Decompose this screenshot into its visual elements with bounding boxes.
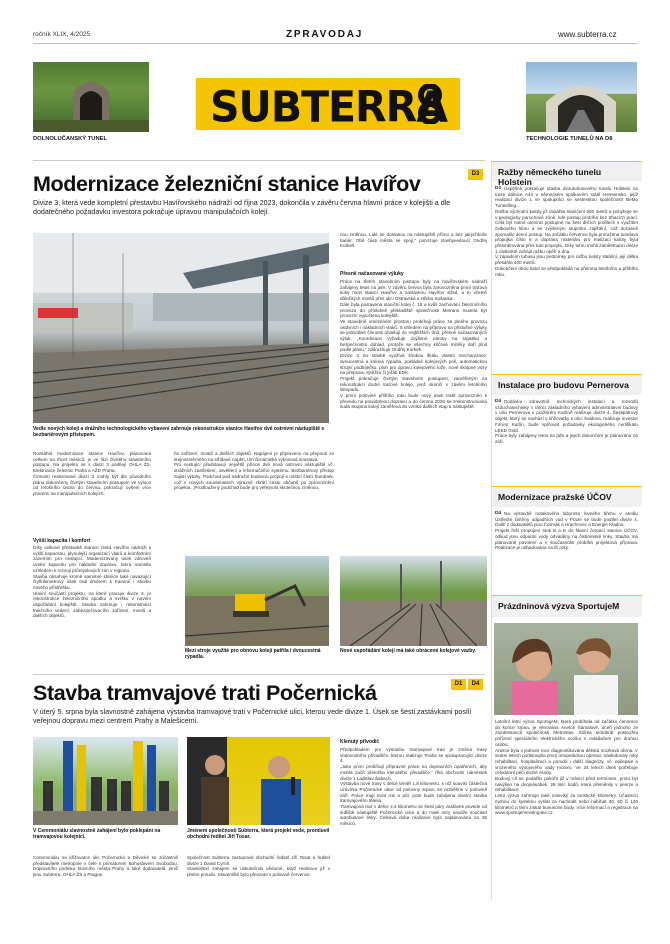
sidebar-ucov-tag: D4: [495, 511, 502, 516]
sidebar-ucov-heading: Modernizace pražské ÚČOV: [492, 486, 642, 507]
article2-col1-text: Ceremoniálu na křižovatce ulic Počernická a Děvické se zúčastnili představitelé metropole v čele s primátorem Bohuslavem Svobodou, Dopravního podniku hlavního města Prahy a také dodavatelů, jimiž jsou Subterra, OHLA ŽS a Prague.: [33, 855, 178, 878]
sidebar-divider: [491, 160, 492, 900]
tunnel-photo-left: [33, 62, 149, 132]
article2-tag-d1: D1: [451, 679, 466, 690]
article2-speaker-caption: Jménem společnosti Subterra, která projekt vede, promluvil obchodní ředitel Jiří Tosar.: [187, 828, 330, 840]
accent-line: [33, 160, 485, 161]
article1-col3-text-a: nou změnou. Lidé se dostanou na nástupiště přímo a bez jakýchkoliv bariér. Obě části města se spojí,“ potvrzuje stavbyvedoucí Ondřej Korkeš.: [340, 232, 487, 249]
section-label: ZPRAVODAJ: [286, 29, 364, 40]
article1-photo-tracks: [340, 556, 487, 646]
sidebar-holstein-tag: D1: [495, 186, 502, 191]
article1-main-photo: [33, 233, 329, 423]
sidebar-holstein-text: Úspěšně pokračuje stavba dvoutubusového tunelu Holstein na trase dálnice A44 v německém spolkovém státě Hessensko, jejíž realizaci divize 1 ve spolupráci se sesterskou společností BeMo Tunnelling. Ražba východní kaloty již dosáhla staničení 500 metrů a pohybuje se v geologicky poruchové zóně, kde postup probíhá bez trhacích prací. Celá byl nutné otevírat postupně na šest dílčích profilech s využitím čelbového klínu a se zvýšeným stupněm zajištění, což dočasně zpomalilo denní postup. Na začátku července byla proražena tunelová propojka číslo 8 a doprava materiálu pro realizaci kaloty byla přesměrována přes tuto propojku. Díky tomu mohli zaměstnanci divize 1 následně zahájit ražbu opěří a dna. V západním tubusu jsou podmínky pro ražbu kaloty stabilní, její délka přesáhla 400 metrů. Dokončení obou kalot se předpokládá na přelomu letošního a příštího roku.: [495, 186, 638, 277]
article2-rule: [33, 674, 485, 675]
tunnel-photo-right: [526, 62, 637, 132]
article1-col2-text: ho zařízení, mostů a dalších objektů. Napájení je připraveno na přepnutí ze stejnosměrného na střídavé napětí, tím čtrnáctiská výkonová soustava. Pro cestující představují největší přínos dvě nová ostrovní nástupiště vč. strážních zastřešení, osvětlení a informačního systému. Bezbariérový přístup zajistí výtahy. Podchod pod nádražní budovou propojí s místní částí Šumbark, což v nových souvislostech výrazně zkrátí cestu občanů po zprovoznění projektu. „Prodloužený podchod bude pro veřejnost skutečnou změnou.: [174, 451, 334, 491]
sidebar-sportujem-heading: Prázdninová výzva SportujeM: [492, 595, 642, 617]
site-url[interactable]: www.subterra.cz: [558, 30, 617, 39]
article2-ceremony-caption: V Ceremoniálu slavnostně zahájení bylo poklepání na tramvajovou kolejnici.: [33, 828, 161, 840]
logo-text: SUBTERRA: [210, 81, 447, 133]
article1-lead: Divize 3, která vede kompletní přestavbu Havířovského nádraží od října 2023, dokončila v závěru června hlavní práce v kolejišti a dle dodatečného požadavku investora pokračuje úpravou manipulačních kolejí.: [33, 199, 451, 216]
article1-main-photo-caption: Vedle nových kolejí a drážního technologického vybavení zahrnuje rekonstrukce stanice Havířov dvě ostrovní nástupiště s bezbariérovým přístupem.: [33, 426, 325, 438]
sidebar-sportujem-photo: [494, 623, 638, 715]
article1-col1-subhead: Vyšší kapacita i komfort: [33, 538, 91, 544]
article2-lead: V úterý 5. srpna byla slavnostně zahájena výstavba tramvajové trati v Počernické ulici, kterou vede divize 1. Úsek se šesti zastávkami posílí veřejnou dopravu mezi centrem Prahy a Malešicemi.: [33, 708, 472, 725]
article1-photo-excavator-caption: Mezi stroje využité pro obnovu kolejí patřila i dvoucestná rýpadla.: [185, 648, 321, 660]
article1-photo-tracks-caption: Nové uspořádání kolejí má také obrácené kolejové vazby.: [340, 648, 477, 654]
sidebar-pernerova-tag: D4: [495, 399, 502, 404]
sidebar-pernerova-text: Dodávku zdravotně technických instalací a rozvodů vzduchotechniky v rámci základního vybavení administrativní budovy v ulici Pernerova v pražském Karlíně realizuje divize 4. Šestipatrový objekt, který se nachází v křižovatky s ulicí Šaldova, realizuje investor Forum Karlín, bude splňovat požadavky ekologického certifikátu LEED Gold. Práce byly zahájeny letos na jaře a jejich dokončení je plánováno na září.: [495, 399, 638, 444]
header-rule: [33, 43, 637, 44]
article1-photo-excavator: [185, 556, 329, 646]
article2-title: Stavba tramvajové trati Počernická: [33, 681, 377, 705]
article2-speaker-photo: [187, 737, 330, 825]
article2-col3-text: Předpokladem pro výstavbu tramvajové trati je změna trasy vodovodního přivaděče, kterou realizuje Praha se spolupracující divize 4. „Jako první probíhají přípravné práce na dopravních opatřeních, aby mohla začít přeložka klenutého přivaděče,“ říká obchodní náměstek divize 1 Ladislav Šabach. Výstavba nové trasy v délce téměř 1,8 kilometru, s níž souvisí částečná uzavírka Počernické ulice od poloviny srpna, se rozběhne v polovině září. Práce mají trvat rok a půl, poté bude zahájena vlastní stavba tramvajového tělesa. Tramvajová trať v délce 2,4 kilometru se šesti páry zastávek povede od sídliště nástupiště Počernické ulice a do malé míry naváže součástí autobusové linky. Celková doba realizace byla naplánována na 36 měsíců.: [340, 747, 487, 827]
article1-col3-text-b: Práce na třetím stavebním postupu byly na havířovském nádraží zahájeny letos na jaře. V závěru června byla zprovozněna první traťová kolej mezi stanicí Havířov a zastávkou Havířov střed, a to včetně důležitých mostů přes ulici Ostravská a Hřebu Sušanka. Dále byla postavena staniční kolej č. 18 a kvůli zachování železničního provozu do příslušné překladiště společnosti Metrans musela být provozní vypočtena kolejiště. Ve stavebně omezeném prostoru probíhají práce za plného provozu osobních i nákladních vlaků. S ohledem na přípravu na příslušné výluky se jednotlivé činnosti ohlašují do nejbližších dnů, přesně načasovaných výluk. „Koordinace vyžaduje zvýšené nároky na logistiku a bezpečnostní dohled, protože se všechny klíčové milníky daří plnit podle plánu,“ zdůrazňuje Ondřej Korkeš. Divize 3 na stavbě využívá širokou škálu vlastní mechanizace: dvoucestná a kolová rýpadla, pokládač kolejových polí, automatickou strojní podbíječku, pluh pro úpravu kolejového lože, nové sklopné vozy na přepravu výtěžku či jeřáb EDK. Projekt pokračuje čtvrtým stavebním postupem, zaměřeným na rekonstrukci druhé traťové koleje, jenž skončí v závěru letošního listopadu. V první polovině příštího roku bude nový úsek tratě zprovozněn k převodu na pravidelnou dopravu a do června 2026 se zrekonstruovaná sudá skupina kolejí zaměřená do vzniku dalších etap a nástupiště.: [340, 279, 487, 410]
logo-mark-icon: [411, 84, 449, 124]
sidebar-holstein-heading: Ražby německého tunelu Holstein: [492, 161, 642, 181]
article1-col3-subhead: Přesně načasované výluky: [340, 271, 404, 277]
left-photo-caption: DOLNOLUČANSKÝ TUNEL: [33, 136, 108, 142]
article2-tag-d4: D4: [468, 679, 483, 690]
sidebar-sportujem-text: Letošní letní výzva SportujeM, která probíhala od začátku července do konce srpna, je věnována Anetce Šámalové, dceři jednoho ze zaměstnanců společnosti Metrostav. Sbírka tentokrát posloužila pořízení speciálního elektrického vozíku s ovladačem pro druhou osobu. Anetce byla v jednom roce diagnostikována dětská mozková obrna. V sedmi letech podstoupila první ortopedickou operaci, následovaly roky rehabilitací, hospitalizací a porodů i další diagnózy, vč. epilepsie a vrozeného vývojového vady motoru. Ve 34 letech dnes potřebuje celodenní péči druhé osoby. Bodový cíl se podařilo pokořit již v měsíci před termínem, proto byl navýšen na dvojnásobek, 29 tisíc bodů, která přeměnily v peníze a rehabilitace. Letní výzva zahrnuje také miniviký za turistické kilometry. Účastníci mohou do systému vyslat za nachodit nebo nabíhat 30, 60 či 120 kilometrů a těmi získat bonusové body. Více informací a registrace na www.sportujemevskupine.cz.: [495, 719, 638, 816]
issue-label: ročník XLIX, 4/2025: [33, 31, 91, 38]
article1-col1-text-b: Díky celkové přestavbě stanice získá Havířov nádraží s vyšší kapacitou, plynulejší organizací vlaků a komfortním zázemím pro cestující. Modernizovaný úsek zároveň uvolní kapacitu pro nákladní dopravu, která narostla vzhledem k rozvoji průmyslových zón v regionu. Stavba obsahuje kromě samotné stanice také navazující čtyřkilometrový úsek trati směrem k Karviné i stavbu nového přístřešku. Hlavní součástí projektu, na které pracuje divize 3, je rekonstrukce železničního spodku a svršku v novém uspořádání kolejiště. Stavba zahrnuje i rekonstrukci trakčního vedení, zabezpečovacího zařízení, mostů a dalších objektů.: [33, 545, 151, 619]
article2-col3-subhead: Klenutý přívodič: [340, 739, 380, 745]
right-photo-caption: TECHNOLOGIE TUNELŮ NA D8: [526, 136, 613, 142]
article2-ceremony-photo: [33, 737, 178, 825]
article2-col2-text: Společnost Subterra zastupoval obchodní ředitel Jiří Tosar a ředitel divize 1 David Cyroň. Stavitelství zahájení se uskutečnilo vědomě, když realizace již v plném proudu. Staveniště bylo převzato v polovině července.: [187, 855, 330, 878]
logo-banner: [196, 78, 460, 133]
sidebar-pernerova-heading: Instalace pro budovu Pernerova: [492, 374, 642, 395]
article1-col1-text-a: Rozsáhlá modernizace stanice Havířov, plánovaná celkem na třicet měsíců, je ve fázi čtvrtého stavebního postupu. Na projektu se s divizí 3 podílejí OHLA ŽS, Elektrizace železnic Praha a AŽD Praha. Činnosti realizované divizí 3 mohly být dle původního plánu dokončeny čtvrtým stavebním postupem ve výluce od letošního února do června, pokračují ovšem více pracemi na manipulačních kolejích.: [33, 451, 151, 496]
article1-title: Modernizace železniční stanice Havířov: [33, 172, 421, 196]
sidebar-ucov-text: Na výstavbě notakového labyrintu lovného břehu v areálu Ústřední čistírny odpadních vod v Praze se bude podílet divize 4. Další z dodavatelů jsou Čermák a Hrachovec a Energie Kladno. Projekt řeší propojení stok B a D do hlavní čerpací stanice ÚČOV, odkud jsou odpadní vody odváděny na čistírenské linky. Stavba má plánované povolení a v současnosti probíhá projektová příprava. Realizace je odhadována na tři roky.: [495, 511, 638, 551]
article1-division-tag: D3: [468, 169, 483, 180]
